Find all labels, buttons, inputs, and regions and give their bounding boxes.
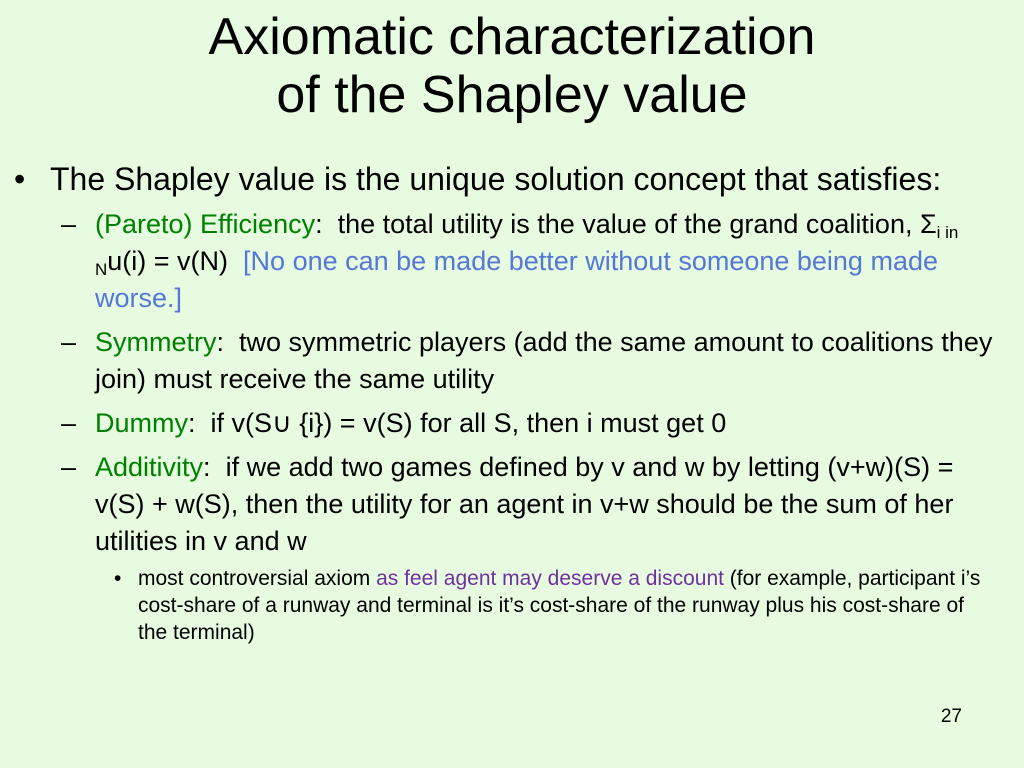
- subitem-highlight: as feel agent may deserve a discount: [376, 567, 724, 590]
- main-bullet: [14, 160, 1000, 199]
- subitem-text-after: (for example, participant i’s cost-share of a runway and terminal is it’s cost-share of the runway plus his cost-share of the terminal): [138, 567, 987, 644]
- additivity-item: [61, 449, 1000, 560]
- slide-title: [0, 8, 1024, 124]
- dummy-text: if v(S∪ {i}) = v(S) for all S, then i must get 0: [195, 408, 727, 438]
- symmetry-item: [61, 324, 1000, 398]
- additivity-term: Additivity: [95, 452, 204, 482]
- dash-marker: –: [61, 408, 77, 438]
- title-line-1: Axiomatic characterization: [208, 8, 816, 66]
- dummy-colon: :: [188, 408, 196, 438]
- efficiency-text: the total utility is the value of the grand coalition, Σ: [322, 209, 937, 239]
- dash-marker: –: [61, 209, 77, 239]
- symmetry-text: two symmetric players (add the same amount to coalitions they join) must receive the same utility: [95, 327, 1000, 394]
- symmetry-term: Symmetry: [95, 327, 217, 357]
- dash-marker: –: [61, 327, 77, 357]
- additivity-subitem: [114, 565, 988, 646]
- additivity-colon: :: [203, 452, 211, 482]
- efficiency-colon: :: [315, 209, 323, 239]
- dash-marker: –: [61, 452, 77, 482]
- efficiency-term: (Pareto) Efficiency: [95, 209, 316, 239]
- dot-marker: •: [114, 567, 122, 590]
- additivity-text: if we add two games defined by v and w by letting (v+w)(S) = v(S) + w(S), then the utility for an agent in v+w should be the sum of her utilities in v and w: [95, 452, 961, 556]
- page-number: 27: [940, 706, 962, 727]
- bullet-marker: •: [14, 161, 26, 197]
- title-line-2: of the Shapley value: [276, 66, 748, 124]
- subitem-text-before: most controversial axiom: [138, 567, 377, 590]
- efficiency-text-after: u(i) = v(N): [107, 246, 244, 276]
- main-bullet-text: The Shapley value is the unique solution concept that satisfies:: [50, 161, 942, 197]
- efficiency-note: [No one can be made better without someone being made worse.]: [95, 246, 938, 313]
- efficiency-subscript: i in N: [95, 223, 959, 279]
- dummy-item: [61, 405, 1000, 442]
- symmetry-colon: :: [216, 327, 225, 357]
- efficiency-item: [61, 206, 1000, 317]
- dummy-term: Dummy: [95, 408, 188, 438]
- slide-content: [0, 160, 1024, 646]
